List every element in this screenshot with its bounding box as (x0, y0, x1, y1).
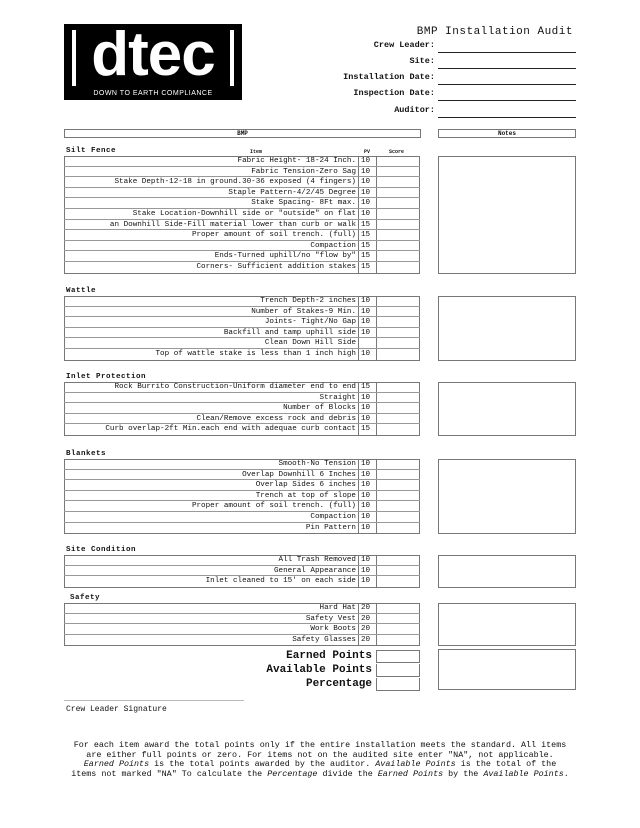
point-value: 15 (361, 251, 377, 261)
score-input[interactable] (377, 167, 420, 177)
table-row (64, 523, 420, 534)
score-input[interactable] (377, 555, 420, 565)
item-text: Backfill and tamp uphill side (64, 328, 359, 338)
point-value: 10 (361, 459, 377, 469)
section-notes-box[interactable] (438, 459, 576, 534)
point-value: 10 (361, 512, 377, 522)
point-value: 10 (361, 470, 377, 480)
site-input[interactable] (438, 68, 576, 69)
item-text: Overlap Sides 6 inches (64, 480, 359, 490)
table-row (64, 603, 420, 614)
crew-leader-label: Crew Leader: (373, 40, 435, 50)
table-row (64, 177, 420, 188)
site-field[interactable] (300, 56, 576, 70)
logo-right-bar (230, 30, 234, 86)
score-input[interactable] (377, 251, 420, 261)
table-row (64, 241, 420, 252)
point-value: 20 (361, 603, 377, 613)
table-row (64, 393, 420, 404)
point-value: 15 (361, 220, 377, 230)
table-row (64, 424, 420, 435)
score-input[interactable] (377, 624, 420, 634)
score-input[interactable] (377, 480, 420, 490)
score-input[interactable] (377, 393, 420, 403)
item-text: Inlet cleaned to 15' on each side (64, 576, 359, 587)
point-value: 10 (361, 307, 377, 317)
score-input[interactable] (377, 414, 420, 424)
item-text: Corners- Sufficient addition stakes (64, 262, 359, 273)
pv-column-header: PV (364, 149, 371, 155)
available-points-term: Available Points (483, 768, 564, 779)
crew-leader-field[interactable] (300, 40, 576, 54)
section-title: Site Condition (66, 546, 137, 554)
table-row (64, 338, 420, 349)
document-title: BMP Installation Audit (416, 26, 573, 38)
score-input[interactable] (377, 241, 420, 251)
item-text: Stake Location-Downhill side or "outside" on flat (64, 209, 359, 219)
score-input[interactable] (377, 296, 420, 306)
available-points-label: Available Points (266, 664, 372, 676)
table-row (64, 624, 420, 635)
item-text: Compaction (64, 241, 359, 251)
score-input[interactable] (377, 523, 420, 534)
table-row (64, 251, 420, 262)
item-text: Ends-Turned uphill/no "flow by" (64, 251, 359, 261)
auditor-label: Auditor: (394, 105, 435, 115)
table-row (64, 414, 420, 425)
table-row (64, 328, 420, 339)
item-text: Joints- Tight/No Gap (64, 317, 359, 327)
section-title: Blankets (66, 450, 107, 458)
score-input[interactable] (377, 198, 420, 208)
section-title: Inlet Protection (66, 373, 147, 381)
score-input[interactable] (377, 220, 420, 230)
item-text: Smooth-No Tension (64, 459, 359, 469)
item-text: Pin Pattern (64, 523, 359, 534)
item-text: Work Boots (64, 624, 359, 634)
score-input[interactable] (377, 512, 420, 522)
score-input[interactable] (377, 491, 420, 501)
installation-date-field[interactable] (300, 72, 576, 86)
section-notes-box[interactable] (438, 603, 576, 646)
signature-line[interactable] (64, 700, 244, 701)
point-value: 10 (361, 349, 377, 360)
point-value: 10 (361, 403, 377, 413)
item-text: Trench Depth-2 inches (64, 296, 359, 306)
point-value: 10 (361, 414, 377, 424)
score-input[interactable] (377, 156, 420, 166)
section-title: Wattle (66, 287, 97, 295)
item-text: Safety Vest (64, 614, 359, 624)
table-row (64, 501, 420, 512)
point-value: 15 (361, 424, 377, 435)
point-value: 10 (361, 198, 377, 208)
section-notes-box[interactable] (438, 382, 576, 436)
point-value: 10 (361, 480, 377, 490)
earned-points-row (250, 650, 420, 663)
score-input[interactable] (377, 576, 420, 587)
table-row (64, 230, 420, 241)
percentage-term: Percentage (267, 768, 318, 779)
table-row (64, 635, 420, 646)
instructions-line-1: For each item award the total points only if the entire installation meets the standard. All items (73, 740, 567, 750)
table-row (64, 349, 420, 360)
point-value: 10 (361, 296, 377, 306)
crew-leader-signature-label: Crew Leader Signature (66, 705, 167, 714)
score-input[interactable] (377, 177, 420, 187)
score-input[interactable] (377, 262, 420, 273)
point-value: 20 (361, 635, 377, 646)
point-value (361, 338, 377, 348)
section-notes-box[interactable] (438, 555, 576, 588)
item-text: Stake Spacing- 8Ft max. (64, 198, 359, 208)
item-text: Rock Burrito Construction-Uniform diameter end to end (64, 382, 359, 392)
score-input[interactable] (377, 635, 420, 646)
auditor-field[interactable] (300, 105, 576, 119)
item-text: Fabric Height- 18-24 Inch. (64, 156, 359, 166)
score-input[interactable] (377, 566, 420, 576)
item-text: Overlap Downhill 6 Inches (64, 470, 359, 480)
section-notes-box[interactable] (438, 156, 576, 274)
instructions-line-2: are either full points or zero. For items not on the audited site enter "NA", not applicable. (86, 749, 554, 760)
table-row (64, 156, 420, 167)
inspection-date-field[interactable] (300, 88, 576, 102)
score-input[interactable] (377, 328, 420, 338)
instructions-line-4 (64, 770, 576, 780)
item-text: Number of Stakes-9 Min. (64, 307, 359, 317)
point-value: 10 (361, 167, 377, 177)
table-row (64, 167, 420, 178)
instructions-text: divide the (317, 768, 378, 779)
table-row (64, 307, 420, 318)
table-row (64, 296, 420, 307)
percentage-field[interactable] (376, 678, 420, 691)
item-text: Proper amount of soil trench. (full) (64, 230, 359, 240)
table-row (64, 220, 420, 231)
item-text: General Appearance (64, 566, 359, 576)
item-text: Curb overlap-2ft Min.each end with adequae curb contact (64, 424, 359, 435)
table-row (64, 614, 420, 625)
installation-date-input[interactable] (438, 84, 576, 85)
point-value: 15 (361, 230, 377, 240)
item-text: Safety Glasses (64, 635, 359, 646)
instructions-text: . (563, 768, 569, 779)
item-text: All Trash Removed (64, 555, 359, 565)
point-value: 20 (361, 614, 377, 624)
item-text: Stake Depth-12-18 in ground.30-36 exposed (4 fingers) (64, 177, 359, 187)
installation-date-label: Installation Date: (343, 72, 435, 82)
instructions-text: items not marked "NA" To calculate the (71, 768, 268, 779)
percentage-label: Percentage (305, 678, 372, 690)
table-row (64, 480, 420, 491)
table-row (64, 491, 420, 502)
point-value: 10 (361, 209, 377, 219)
instructions-text: by the (443, 768, 484, 779)
table-row (64, 403, 420, 414)
table-row (64, 512, 420, 523)
score-input[interactable] (377, 603, 420, 613)
point-value: 15 (361, 382, 377, 392)
item-text: Proper amount of soil trench. (full) (64, 501, 359, 511)
summary-notes-box[interactable] (438, 649, 576, 690)
item-column-header: Item (250, 149, 263, 155)
section-notes-box[interactable] (438, 296, 576, 361)
score-input[interactable] (377, 459, 420, 469)
table-row (64, 555, 420, 566)
item-text: Top of wattle stake is less than 1 inch high (64, 349, 359, 360)
table-row (64, 317, 420, 328)
point-value: 15 (361, 241, 377, 251)
item-text: an Downhill Side-Fill material lower than curb or walk (64, 220, 359, 230)
table-row (64, 382, 420, 393)
item-text: Fabric Tension-Zero Sag (64, 167, 359, 177)
score-input[interactable] (377, 403, 420, 413)
score-input[interactable] (377, 338, 420, 348)
section-title: Silt Fence (66, 147, 117, 155)
point-value: 10 (361, 491, 377, 501)
item-text: Staple Pattern-4/2/45 Degree (64, 188, 359, 198)
dtec-logo (64, 20, 242, 100)
table-row (64, 188, 420, 199)
table-row (64, 262, 420, 273)
point-value: 10 (361, 188, 377, 198)
point-value: 10 (361, 566, 377, 576)
score-input[interactable] (377, 349, 420, 360)
item-text: Clean Down Hill Side (64, 338, 359, 348)
item-text: Hard Hat (64, 603, 359, 613)
percentage-row (250, 678, 420, 691)
inspection-date-label: Inspection Date: (353, 88, 435, 98)
point-value: 10 (361, 156, 377, 166)
item-text: Compaction (64, 512, 359, 522)
score-input[interactable] (377, 501, 420, 511)
point-value: 15 (361, 262, 377, 273)
instructions (64, 741, 576, 779)
crew-leader-input[interactable] (438, 52, 576, 53)
point-value: 10 (361, 501, 377, 511)
item-text: Clean/Remove excess rock and debris (64, 414, 359, 424)
score-column-header: Score (389, 149, 405, 155)
point-value: 10 (361, 555, 377, 565)
point-value: 20 (361, 624, 377, 634)
available-points-term: Available Points (375, 759, 456, 770)
score-input[interactable] (377, 614, 420, 624)
available-points-row (250, 664, 420, 677)
point-value: 10 (361, 317, 377, 327)
available-points-field[interactable] (376, 664, 420, 677)
point-value: 10 (361, 177, 377, 187)
score-input[interactable] (377, 382, 420, 392)
site-label: Site: (409, 56, 435, 66)
earned-points-term: Earned Points (377, 768, 444, 779)
point-value: 10 (361, 576, 377, 587)
table-row (64, 566, 420, 577)
item-text: Trench at top of slope (64, 491, 359, 501)
notes-column-header: Notes (438, 129, 576, 138)
table-row (64, 576, 420, 587)
table-row (64, 209, 420, 220)
point-value: 10 (361, 328, 377, 338)
earned-points-field[interactable] (376, 650, 420, 663)
point-value: 10 (361, 523, 377, 534)
table-row (64, 198, 420, 209)
item-text: Number of Blocks (64, 403, 359, 413)
item-text: Straight (64, 393, 359, 403)
table-row (64, 459, 420, 470)
point-value: 10 (361, 393, 377, 403)
section-title: Safety (70, 594, 101, 602)
score-input[interactable] (377, 424, 420, 435)
score-input[interactable] (377, 307, 420, 317)
score-input[interactable] (377, 470, 420, 480)
instructions-text: is the total points awarded by the auditor. (149, 759, 376, 770)
bmp-column-header: BMP (64, 129, 421, 138)
score-input[interactable] (377, 188, 420, 198)
logo-text: dtec (91, 20, 215, 89)
inspection-date-input[interactable] (438, 100, 576, 101)
score-input[interactable] (377, 230, 420, 240)
auditor-input[interactable] (438, 117, 576, 118)
table-row (64, 470, 420, 481)
earned-points-label: Earned Points (286, 650, 372, 662)
score-input[interactable] (377, 209, 420, 219)
score-input[interactable] (377, 317, 420, 327)
earned-points-term: Earned Points (83, 759, 150, 770)
instructions-text: is the total of the (455, 759, 557, 770)
logo-tagline: DOWN TO EARTH COMPLIANCE (93, 90, 213, 97)
